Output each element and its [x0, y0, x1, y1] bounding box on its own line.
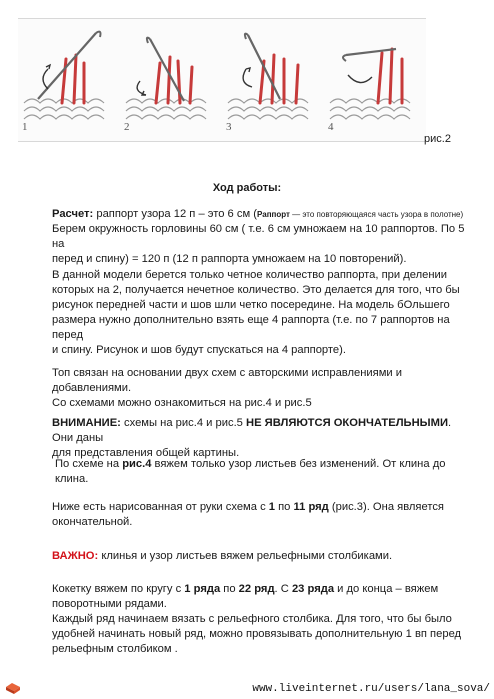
important-label: ВАЖНО: [52, 550, 99, 562]
paragraph-line [52, 207, 472, 222]
schemes-paragraph [52, 366, 472, 411]
model-paragraph [52, 268, 472, 358]
text-run: вяжем только узор листьев без изменений. От клина до клина. [55, 458, 446, 485]
attention-label: ВНИМАНИЕ: [52, 417, 121, 429]
paragraph-line: Каждый ряд начинаем вязать с рельефного столбика. Для того, что бы было [52, 613, 452, 625]
liveinternet-logo-icon [5, 681, 21, 695]
figure-panel-number: 4 [328, 121, 334, 133]
figure-reference: рис.4 [122, 458, 152, 470]
paragraph-line: рисунок передней части и шов шли четко посередине. На модель бОльшего [52, 299, 450, 311]
important-paragraph [52, 549, 472, 564]
text-run: Кокетку вяжем по кругу с [52, 583, 185, 595]
paragraph-line: удобней начинать новый ряд, можно провязывать дополнительную 1 вп перед [52, 628, 462, 640]
figure-panel-number: 3 [226, 121, 232, 133]
paragraph-line: поворотными рядами. [52, 598, 167, 610]
paragraph-line: для представления общей картины. [52, 447, 240, 459]
paragraph-line: которых на 2, получается нечетное количество. Это делается для того, что бы [52, 284, 460, 296]
rapport-term: Раппорт [257, 210, 290, 219]
paragraph-line: и спину. Рисунок и шов будут спускаться на 4 раппорте). [52, 344, 346, 356]
paragraph-line [52, 500, 472, 515]
figure-panel-number: 1 [22, 121, 28, 133]
text-run: По схеме на [55, 458, 123, 470]
paragraph-line [55, 457, 475, 487]
crochet-step-illustration [324, 19, 426, 141]
row-number: 11 ряд [293, 501, 329, 513]
text-run: по [275, 501, 294, 513]
rapport-note: — это повторяющаяся часть узора в полотне) [289, 210, 464, 219]
row-number: 22 ряд [238, 583, 275, 595]
paragraph-line: размера нужно дополнительно взять еще 4 раппорта (т.е. по 7 раппортов на перед [52, 314, 450, 341]
text-run: раппорт узора 12 п – это 6 см ( [93, 208, 258, 220]
paragraph-line: Топ связан на основании двух схем с авторскими исправлениями и добавлениями. [52, 367, 403, 394]
attention-paragraph [52, 416, 472, 461]
paragraph-line: перед и спину) = 120 п (12 п раппорта умножаем на 10 повторений). [52, 253, 407, 265]
yoke-paragraph [52, 582, 472, 657]
not-final-emphasis: НЕ ЯВЛЯЮТСЯ ОКОНЧАТЕЛЬНЫМИ [246, 417, 448, 429]
text-run: (рис.3). Она является [328, 501, 444, 513]
text-run: и до конца – вяжем [334, 583, 439, 595]
text-run: по [220, 583, 239, 595]
source-url-link[interactable]: www.liveinternet.ru/users/lana_sova/ [252, 683, 490, 695]
row-number: 23 ряда [291, 583, 335, 595]
figure-panel-1 [18, 19, 120, 141]
row-number: 1 ряда [184, 583, 221, 595]
figure-panel-4 [324, 19, 426, 141]
figure-panel-2 [120, 19, 222, 141]
paragraph-line: окончательной. [52, 516, 133, 528]
paragraph-line [52, 549, 472, 564]
leaf-pattern-paragraph [55, 457, 475, 487]
figure-caption: рис.2 [424, 133, 451, 145]
crochet-step-illustration [18, 19, 120, 141]
paragraph-line: рельефным столбиком . [52, 643, 178, 655]
paragraph-line [52, 416, 472, 446]
text-run: . С [274, 583, 292, 595]
text-run: . Они даны [52, 417, 452, 444]
crochet-step-illustration [222, 19, 324, 141]
row-number: 1 [268, 501, 276, 513]
paragraph-line: Берем окружность горловины 60 см ( т.е. 6 см умножаем на 10 раппортов. По 5 на [52, 223, 465, 250]
text-run: Ниже есть нарисованная от руки схема с [52, 501, 269, 513]
section-heading: Ход работы: [212, 182, 282, 194]
paragraph-line [52, 582, 472, 597]
paragraph-line: В данной модели берется только четное количество раппорта, при делении [52, 269, 448, 281]
calculation-label: Расчет: [52, 208, 94, 220]
paragraph-line: Со схемами можно ознакомиться на рис.4 и рис.5 [52, 397, 312, 409]
hand-drawn-scheme-paragraph [52, 500, 472, 530]
figure-panel-number: 2 [124, 121, 130, 133]
text-run: схемы на рис.4 и рис.5 [120, 417, 247, 429]
crochet-step-illustration [120, 19, 222, 141]
calculation-paragraph [52, 207, 472, 267]
crochet-steps-figure [18, 18, 426, 142]
text-run: клинья и узор листьев вяжем рельефными столбиками. [98, 550, 393, 562]
figure-panel-3 [222, 19, 324, 141]
